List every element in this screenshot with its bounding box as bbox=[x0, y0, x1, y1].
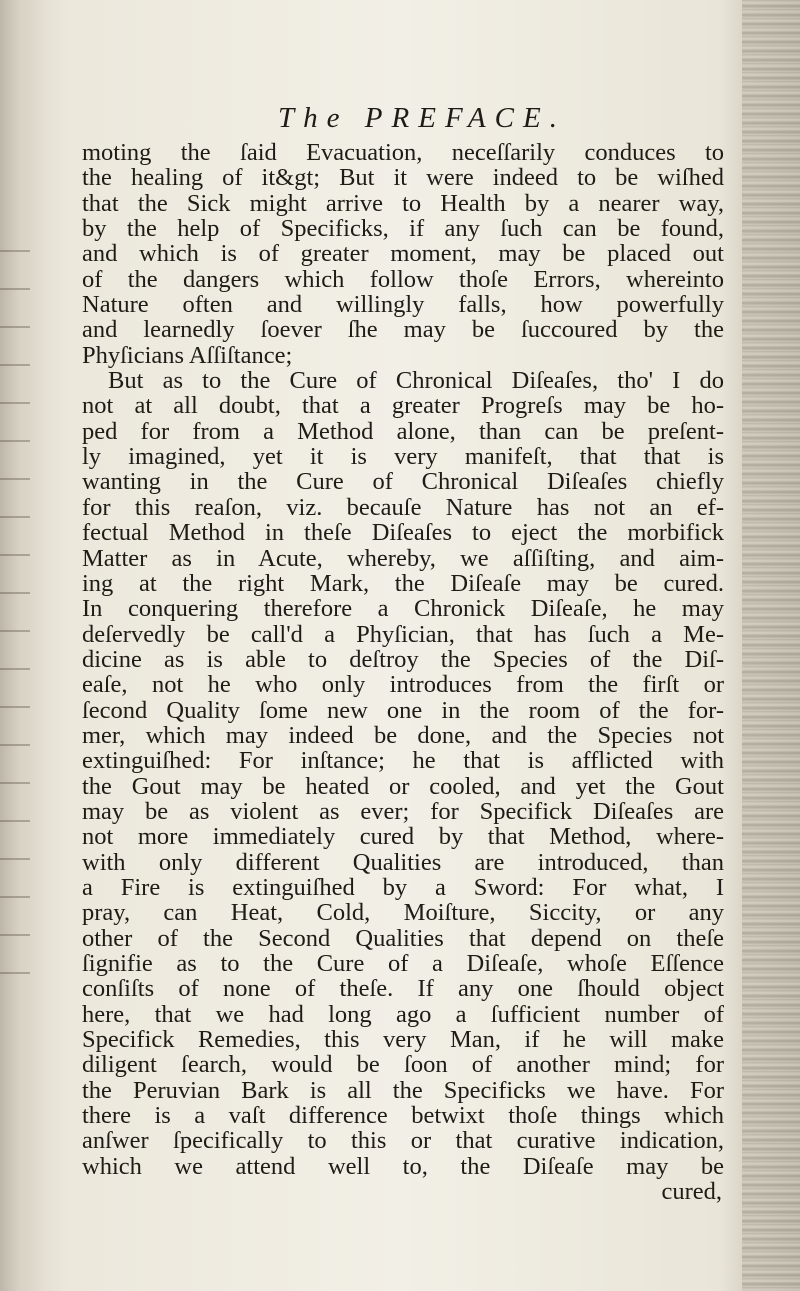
text-line: pray, can Heat, Cold, Moiſture, Siccity, or any bbox=[82, 900, 724, 926]
show-through-marks bbox=[0, 250, 30, 1010]
text-line: eaſe, not he who only introduces from the firſt or bbox=[82, 672, 724, 698]
text-line: ped for from a Method alone, than can be preſent- bbox=[82, 418, 724, 445]
text-line: with only different Qualities are introduced, than bbox=[82, 849, 724, 875]
text-line: there is a vaſt difference betwixt thoſe things which bbox=[82, 1103, 724, 1129]
text-line: conſiſts of none of theſe. If any one ſhould object bbox=[82, 976, 724, 1002]
text-line: that the Sick might arrive to Health by a nearer way, bbox=[82, 190, 724, 217]
text-line: mer, which may indeed be done, and the Species not bbox=[82, 722, 724, 749]
text-line: extinguiſhed: For inſtance; he that is afflicted with bbox=[82, 748, 724, 774]
text-line: of the dangers which follow thoſe Errors, whereinto bbox=[82, 266, 724, 293]
text-line: fectual Method in theſe Diſeaſes to eject the morbifick bbox=[82, 520, 724, 546]
text-line: for this reaſon, viz. becauſe Nature has not an ef- bbox=[82, 494, 724, 521]
text-line: Nature often and willingly falls, how powerfully bbox=[82, 292, 724, 318]
catchword: cured, bbox=[661, 1178, 722, 1206]
text-line: which we attend well to, the Diſeaſe may be bbox=[82, 1153, 724, 1180]
text-line: ſignifie as to the Cure of a Diſeaſe, whoſe Eſſence bbox=[82, 951, 724, 977]
text-line: wanting in the Cure of Chronical Diſeaſes chiefly bbox=[82, 469, 724, 495]
text-line: diligent ſearch, would be ſoon of another mind; for bbox=[82, 1052, 724, 1078]
text-line: Matter as in Acute, whereby, we aſſiſting, and aim- bbox=[82, 545, 724, 571]
text-line: and which is of greater moment, may be placed out bbox=[82, 241, 724, 267]
text-line: Phyſicians Aſſiſtance; bbox=[82, 342, 293, 369]
text-line: by the help of Specificks, if any ſuch can be found, bbox=[82, 216, 724, 242]
text-line: the Peruvian Bark is all the Specificks we have. For bbox=[82, 1077, 724, 1104]
text-line: ly imagined, yet it is very manifeſt, that that is bbox=[82, 444, 724, 470]
text-line: and learnedly ſoever ſhe may be ſuccoured by the bbox=[82, 317, 724, 343]
text-line: moting the ſaid Evacuation, neceſſarily conduces to bbox=[82, 140, 724, 166]
text-line: may be as violent as ever; for Specifick Diſeaſes are bbox=[82, 798, 724, 825]
text-line: In conquering therefore a Chronick Diſeaſe, he may bbox=[82, 596, 724, 622]
page-text-block bbox=[82, 100, 724, 1205]
text-line: here, that we had long ago a ſufficient number of bbox=[82, 1001, 724, 1028]
text-line: dicine as is able to deſtroy the Species of the Diſ- bbox=[82, 646, 724, 673]
text-line: a Fire is extinguiſhed by a Sword: For what, I bbox=[82, 874, 724, 901]
text-line: other of the Second Qualities that depend on theſe bbox=[82, 925, 724, 951]
text-line: But as to the Cure of Chronical Diſeaſes, tho' I do bbox=[108, 368, 724, 394]
running-head: The PREFACE. bbox=[278, 102, 566, 134]
text-line: deſervedly be call'd a Phyſician, that has ſuch a Me- bbox=[82, 621, 724, 647]
text-line: anſwer ſpecifically to this or that curative indication, bbox=[82, 1128, 724, 1154]
text-line: ing at the right Mark, the Diſeaſe may be cured. bbox=[82, 570, 724, 597]
text-line: Specifick Remedies, this very Man, if he will make bbox=[82, 1027, 724, 1053]
text-line: the healing of it&gt; But it were indeed to be wiſhed bbox=[82, 165, 724, 191]
page-fore-edge bbox=[742, 0, 800, 1291]
text-line: not more immediately cured by that Method, where- bbox=[82, 824, 724, 850]
text-line: not at all doubt, that a greater Progreſs may be ho- bbox=[82, 393, 724, 419]
text-line: the Gout may be heated or cooled, and yet the Gout bbox=[82, 773, 724, 799]
text-line: ſecond Quality ſome new one in the room of the for- bbox=[82, 697, 724, 723]
